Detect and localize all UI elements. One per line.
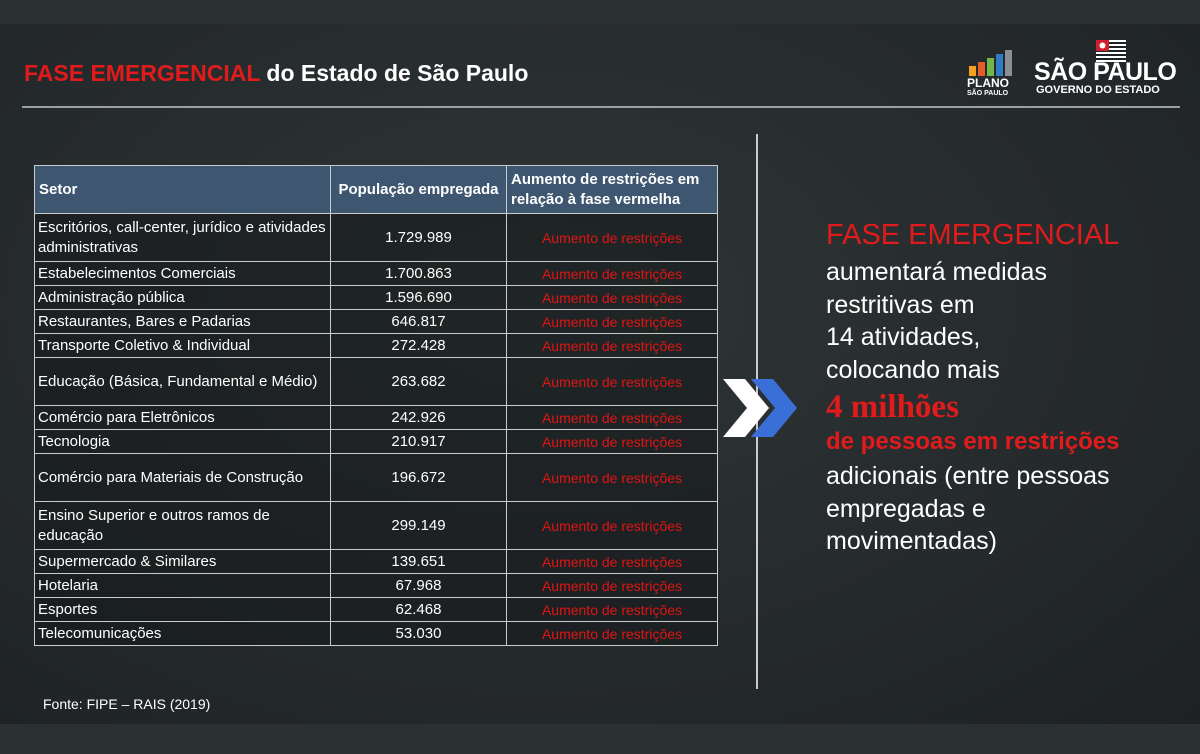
sp-logo-name: SÃO PAULO bbox=[1034, 58, 1177, 86]
cell-populacao: 1.700.863 bbox=[331, 262, 507, 286]
cell-aumento: Aumento de restrições bbox=[507, 286, 718, 310]
title-divider bbox=[22, 106, 1180, 108]
table-row bbox=[35, 310, 718, 334]
cell-setor: Educação (Básica, Fundamental e Médio) bbox=[35, 358, 331, 406]
sp-logo-subtitle: GOVERNO DO ESTADO bbox=[1036, 84, 1160, 96]
logo-bar bbox=[978, 62, 985, 76]
cell-populacao: 272.428 bbox=[331, 334, 507, 358]
cell-setor: Tecnologia bbox=[35, 430, 331, 454]
summary-red-line: de pessoas em restrições bbox=[826, 428, 1120, 455]
cell-setor: Supermercado & Similares bbox=[35, 550, 331, 574]
plano-logo-subtext: SÃO PAULO bbox=[967, 90, 1009, 97]
cell-aumento: Aumento de restrições bbox=[507, 334, 718, 358]
summary-line: colocando mais bbox=[826, 355, 1000, 384]
cell-populacao: 263.682 bbox=[331, 358, 507, 406]
cell-aumento: Aumento de restrições bbox=[507, 454, 718, 502]
logo-bar bbox=[996, 54, 1003, 76]
cell-populacao: 62.468 bbox=[331, 598, 507, 622]
logo-bar bbox=[987, 58, 994, 76]
table-row bbox=[35, 430, 718, 454]
table-body bbox=[35, 214, 718, 646]
header-aumento: Aumento de restrições em relação à fase vermelha bbox=[507, 166, 718, 214]
governo-sp-logo bbox=[1032, 40, 1182, 100]
cell-populacao: 210.917 bbox=[331, 430, 507, 454]
cell-setor: Estabelecimentos Comerciais bbox=[35, 262, 331, 286]
cell-populacao: 196.672 bbox=[331, 454, 507, 502]
cell-populacao: 299.149 bbox=[331, 502, 507, 550]
cell-populacao: 1.729.989 bbox=[331, 214, 507, 262]
cell-populacao: 139.651 bbox=[331, 550, 507, 574]
plano-logo-text: PLANO bbox=[967, 76, 1009, 90]
table-header-row bbox=[35, 166, 718, 214]
table-row bbox=[35, 550, 718, 574]
logo-bar bbox=[969, 66, 976, 76]
cell-aumento: Aumento de restrições bbox=[507, 406, 718, 430]
summary-line: 14 atividades, bbox=[826, 323, 981, 351]
cell-setor: Administração pública bbox=[35, 286, 331, 310]
summary-text bbox=[826, 219, 1186, 558]
title-highlight: FASE EMERGENCIAL bbox=[24, 60, 260, 86]
cell-populacao: 646.817 bbox=[331, 310, 507, 334]
summary-line: movimentadas) bbox=[826, 527, 997, 555]
source-note: Fonte: FIPE – RAIS (2019) bbox=[43, 696, 211, 712]
summary-line: adicionais (entre pessoas bbox=[826, 462, 1110, 490]
title-rest: do Estado de São Paulo bbox=[260, 60, 529, 86]
cell-setor: Escritórios, call-center, jurídico e atividades administrativas bbox=[35, 214, 331, 262]
cell-aumento: Aumento de restrições bbox=[507, 622, 718, 646]
cell-aumento: Aumento de restrições bbox=[507, 262, 718, 286]
cell-setor: Ensino Superior e outros ramos de educação bbox=[35, 502, 331, 550]
table-row bbox=[35, 358, 718, 406]
table-row bbox=[35, 214, 718, 262]
cell-populacao: 67.968 bbox=[331, 574, 507, 598]
table-row bbox=[35, 502, 718, 550]
cell-populacao: 53.030 bbox=[331, 622, 507, 646]
cell-setor: Transporte Coletivo & Individual bbox=[35, 334, 331, 358]
plano-sao-paulo-logo bbox=[965, 50, 1017, 98]
summary-heading: FASE EMERGENCIAL bbox=[826, 219, 1120, 251]
sectors-table bbox=[34, 165, 718, 646]
header-populacao: População empregada bbox=[331, 166, 507, 214]
summary-line: aumentará medidas bbox=[826, 258, 1047, 286]
cell-setor: Comércio para Eletrônicos bbox=[35, 406, 331, 430]
logo-bar bbox=[1005, 50, 1012, 76]
table-row bbox=[35, 406, 718, 430]
table-row bbox=[35, 286, 718, 310]
cell-setor: Comércio para Materiais de Construção bbox=[35, 454, 331, 502]
cell-aumento: Aumento de restrições bbox=[507, 598, 718, 622]
cell-aumento: Aumento de restrições bbox=[507, 550, 718, 574]
cell-populacao: 242.926 bbox=[331, 406, 507, 430]
cell-setor: Hotelaria bbox=[35, 574, 331, 598]
cell-aumento: Aumento de restrições bbox=[507, 358, 718, 406]
cell-aumento: Aumento de restrições bbox=[507, 214, 718, 262]
slide bbox=[0, 24, 1200, 724]
header-setor: Setor bbox=[35, 166, 331, 214]
cell-aumento: Aumento de restrições bbox=[507, 310, 718, 334]
double-chevron-right-icon bbox=[721, 377, 799, 439]
table-row bbox=[35, 334, 718, 358]
table-row bbox=[35, 574, 718, 598]
summary-highlight-number: 4 milhões bbox=[826, 389, 959, 425]
table-row bbox=[35, 598, 718, 622]
table-row bbox=[35, 262, 718, 286]
summary-line: empregadas e bbox=[826, 494, 986, 523]
cell-aumento: Aumento de restrições bbox=[507, 430, 718, 454]
cell-populacao: 1.596.690 bbox=[331, 286, 507, 310]
bar-chart-logo-icon bbox=[969, 50, 1015, 76]
cell-aumento: Aumento de restrições bbox=[507, 502, 718, 550]
table-row bbox=[35, 622, 718, 646]
table-row bbox=[35, 454, 718, 502]
page-title bbox=[24, 60, 528, 87]
cell-aumento: Aumento de restrições bbox=[507, 574, 718, 598]
summary-line: restritivas em bbox=[826, 290, 975, 319]
cell-setor: Telecomunicações bbox=[35, 622, 331, 646]
cell-setor: Esportes bbox=[35, 598, 331, 622]
cell-setor: Restaurantes, Bares e Padarias bbox=[35, 310, 331, 334]
